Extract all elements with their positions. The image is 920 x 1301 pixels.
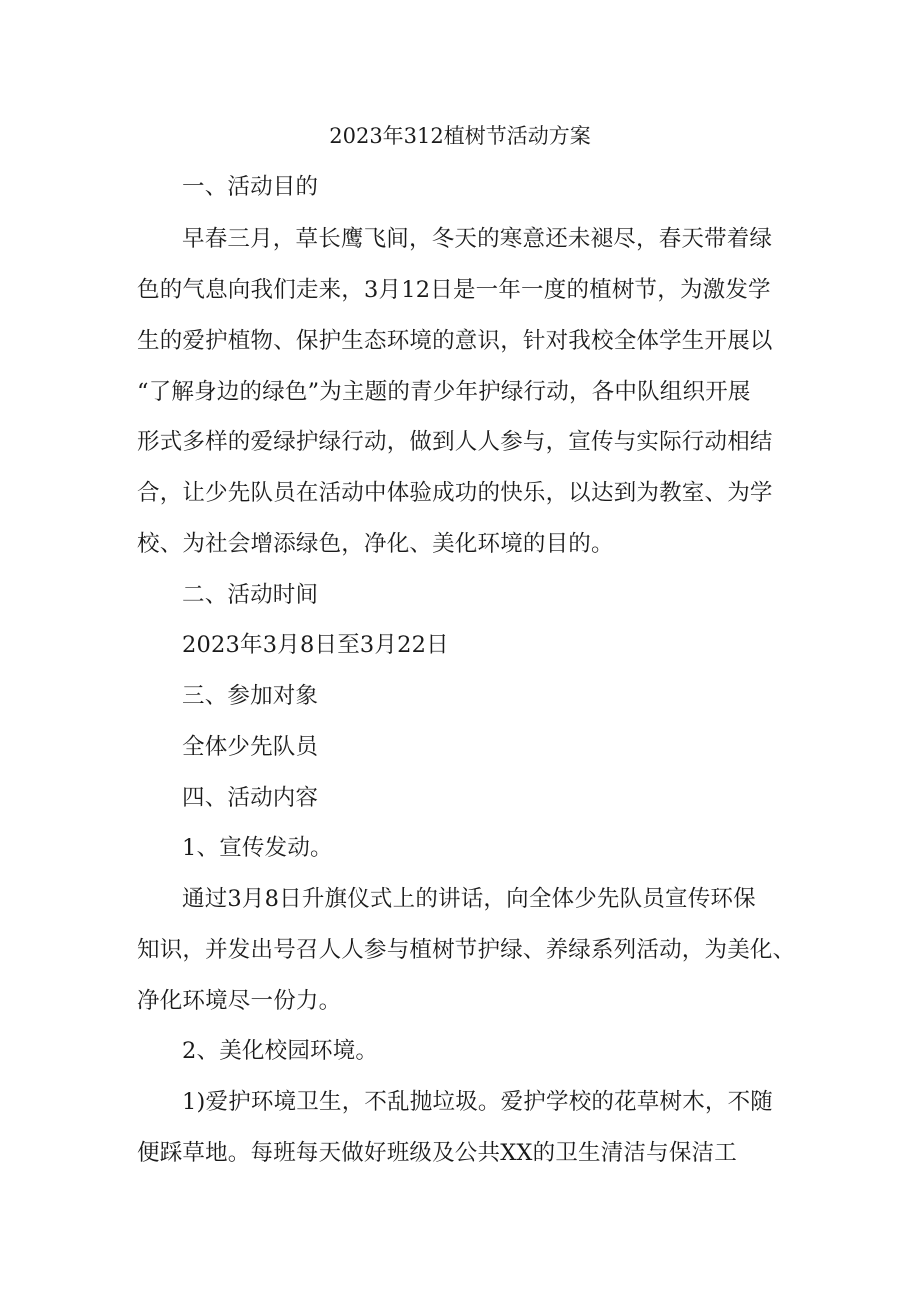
paragraph-line: 净化环境尽一份力。 (137, 988, 342, 1014)
paragraph-line: 知识，并发出号召人人参与植树节护绿、养绿系列活动，为美化、 (137, 937, 796, 963)
section-heading-content: 四、活动内容 (182, 785, 319, 811)
paragraph-line: 通过3月8日升旗仪式上的讲话，向全体少先队员宣传环保 (182, 886, 756, 912)
activity-date-range: 2023年3月8日至3月22日 (182, 632, 449, 658)
item-heading-campus: 2、美化校园环境。 (182, 1038, 379, 1064)
paragraph-line: 色的气息向我们走来，3月12日是一年一度的植树节，为激发学 (137, 277, 771, 303)
section-heading-participants: 三、参加对象 (182, 683, 319, 709)
paragraph-line: 便踩草地。每班每天做好班级及公共XX的卫生清洁与保洁工 (137, 1140, 737, 1166)
section-heading-purpose: 一、活动目的 (182, 174, 319, 200)
participants-text: 全体少先队员 (182, 734, 319, 760)
paragraph-line: “了解身边的绿色”为主题的青少年护绿行动，各中队组织开展 (137, 379, 751, 405)
paragraph-line: 生的爱护植物、保护生态环境的意识，针对我校全体学生开展以 (137, 328, 773, 354)
paragraph-line: 早春三月，草长鹰飞间，冬天的寒意还未褪尽，春天带着绿 (182, 226, 773, 252)
paragraph-line: 合，让少先队员在活动中体验成功的快乐，以达到为教室、为学 (137, 480, 773, 506)
section-heading-time: 二、活动时间 (182, 582, 319, 608)
paragraph-line: 形式多样的爱绿护绿行动，做到人人参与，宣传与实际行动相结 (137, 429, 773, 455)
item-heading-publicity: 1、宣传发动。 (182, 835, 333, 861)
paragraph-line: 1)爱护环境卫生，不乱抛垃圾。爱护学校的花草树木，不随 (182, 1089, 773, 1115)
document-title: 2023年312植树节活动方案 (329, 124, 591, 148)
paragraph-line: 校、为社会增添绿色，净化、美化环境的目的。 (137, 531, 614, 557)
